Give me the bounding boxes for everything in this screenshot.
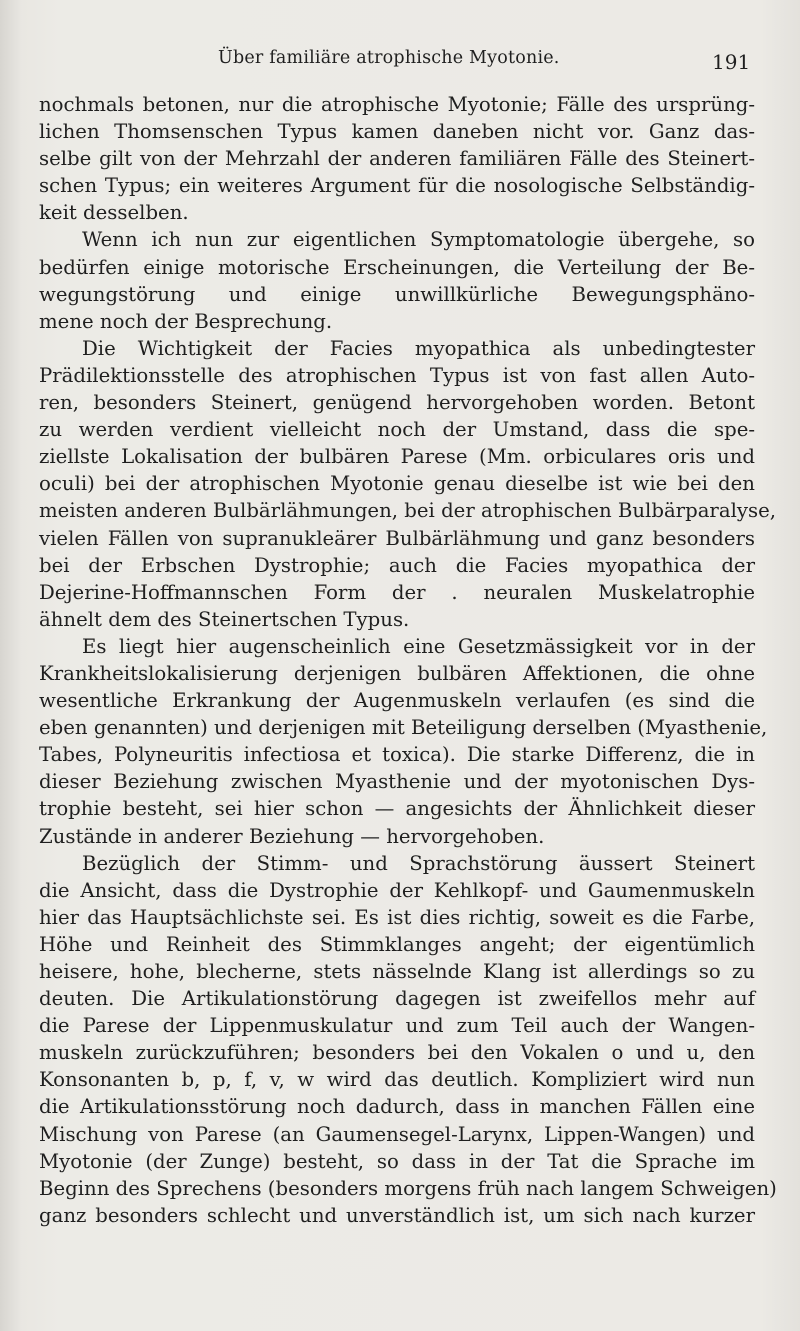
text-line: die Artikulationsstörung noch dadurch, dass in manchen Fällen eine: [39, 1095, 755, 1119]
text-line: die Parese der Lippenmuskulatur und zum Teil auch der Wangen-: [39, 1014, 755, 1038]
text-line: Tabes, Polyneuritis infectiosa et toxica). Die starke Differenz, die in: [39, 743, 755, 767]
paragraph-first-line: Wenn ich nun zur eigentlichen Symptomatologie übergehe, so: [82, 228, 755, 252]
text-line: heisere, hohe, blecherne, stets nässelnde Klang ist allerdings so zu: [39, 960, 755, 983]
text-line: Konsonanten b, p, f, v, w wird das deutlich. Kompliziert wird nun: [39, 1068, 755, 1092]
text-line: oculi) bei der atrophischen Myotonie genau dieselbe ist wie bei den: [39, 472, 755, 496]
text-line: zu werden verdient vielleicht noch der Umstand, dass die spe-: [39, 418, 755, 442]
text-line: ähnelt dem des Steinertschen Typus.: [39, 607, 410, 631]
text-line: schen Typus; ein weiteres Argument für die nosologische Selbständig-: [39, 174, 755, 198]
text-line: deuten. Die Artikulationstörung dagegen ist zweifellos mehr auf: [39, 987, 755, 1011]
page-number: 191: [712, 50, 751, 74]
paragraph-first-line: Die Wichtigkeit der Facies myopathica als unbedingtester: [82, 336, 755, 360]
text-line: eben genannten) und derjenigen mit Beteiligung derselben (Myasthenie,: [39, 716, 768, 740]
text-line: Myotonie (der Zunge) besteht, so dass in der Tat die Sprache im: [39, 1149, 755, 1173]
text-line: bedürfen einige motorische Erscheinungen, die Verteilung der Be-: [39, 255, 755, 279]
text-line: Prädilektionsstelle des atrophischen Typus ist von fast allen Auto-: [39, 363, 755, 387]
text-line: wegungstörung und einige unwillkürliche Bewegungsphäno-: [39, 282, 755, 306]
text-line: nochmals betonen, nur die atrophische Myotonie; Fälle des ursprüng-: [39, 93, 755, 116]
text-line: lichen Thomsenschen Typus kamen daneben nicht vor. Ganz das-: [39, 120, 755, 144]
paragraph-first-line: Es liegt hier augenscheinlich eine Gesetzmässigkeit vor in der: [82, 634, 755, 658]
text-line: wesentliche Erkrankung der Augenmuskeln verlaufen (es sind die: [39, 689, 755, 713]
text-line: ren, besonders Steinert, genügend hervorgehoben worden. Betont: [39, 391, 755, 415]
body-text: [39, 91, 777, 1229]
text-line: vielen Fällen von supranukleärer Bulbärlähmung und ganz besonders: [39, 526, 755, 550]
text-line: selbe gilt von der Mehrzahl der anderen familiären Fälle des Steinert-: [39, 147, 755, 171]
running-title: Über familiäre atrophische Myotonie.: [218, 48, 560, 68]
text-line: ziellste Lokalisation der bulbären Parese (Mm. orbiculares oris und: [39, 445, 755, 469]
text-line: dieser Beziehung zwischen Myasthenie und der myotonischen Dys-: [39, 770, 755, 794]
text-line: muskeln zurückzuführen; besonders bei den Vokalen o und u, den: [39, 1041, 755, 1065]
text-line: keit desselben.: [39, 201, 189, 225]
paragraph-first-line: Bezüglich der Stimm- und Sprachstörung äussert Steinert: [82, 851, 755, 875]
text-line: hier das Hauptsächlichste sei. Es ist dies richtig, soweit es die Farbe,: [39, 905, 755, 929]
text-line: bei der Erbschen Dystrophie; auch die Facies myopathica der: [39, 553, 755, 577]
text-line: meisten anderen Bulbärlähmungen, bei der atrophischen Bulbärparalyse,: [39, 499, 777, 523]
text-line: Zustände in anderer Beziehung — hervorgehoben.: [39, 824, 545, 848]
text-line: Höhe und Reinheit des Stimmklanges angeht; der eigentümlich: [39, 932, 755, 956]
text-line: ganz besonders schlecht und unverständlich ist, um sich nach kurzer: [39, 1203, 755, 1227]
text-line: Krankheitslokalisierung derjenigen bulbären Affektionen, die ohne: [39, 661, 755, 685]
text-line: Dejerine-Hoffmannschen Form der . neuralen Muskelatrophie: [39, 580, 755, 604]
text-line: Beginn des Sprechens (besonders morgens früh nach langem Schweigen): [39, 1176, 777, 1200]
text-line: Mischung von Parese (an Gaumensegel-Larynx, Lippen-Wangen) und: [39, 1122, 755, 1146]
text-line: trophie besteht, sei hier schon — angesichts der Ähnlichkeit dieser: [39, 797, 755, 821]
text-line: mene noch der Besprechung.: [39, 309, 333, 333]
text-line: die Ansicht, dass die Dystrophie der Kehlkopf- und Gaumenmuskeln: [39, 878, 755, 902]
running-header: [0, 44, 800, 84]
